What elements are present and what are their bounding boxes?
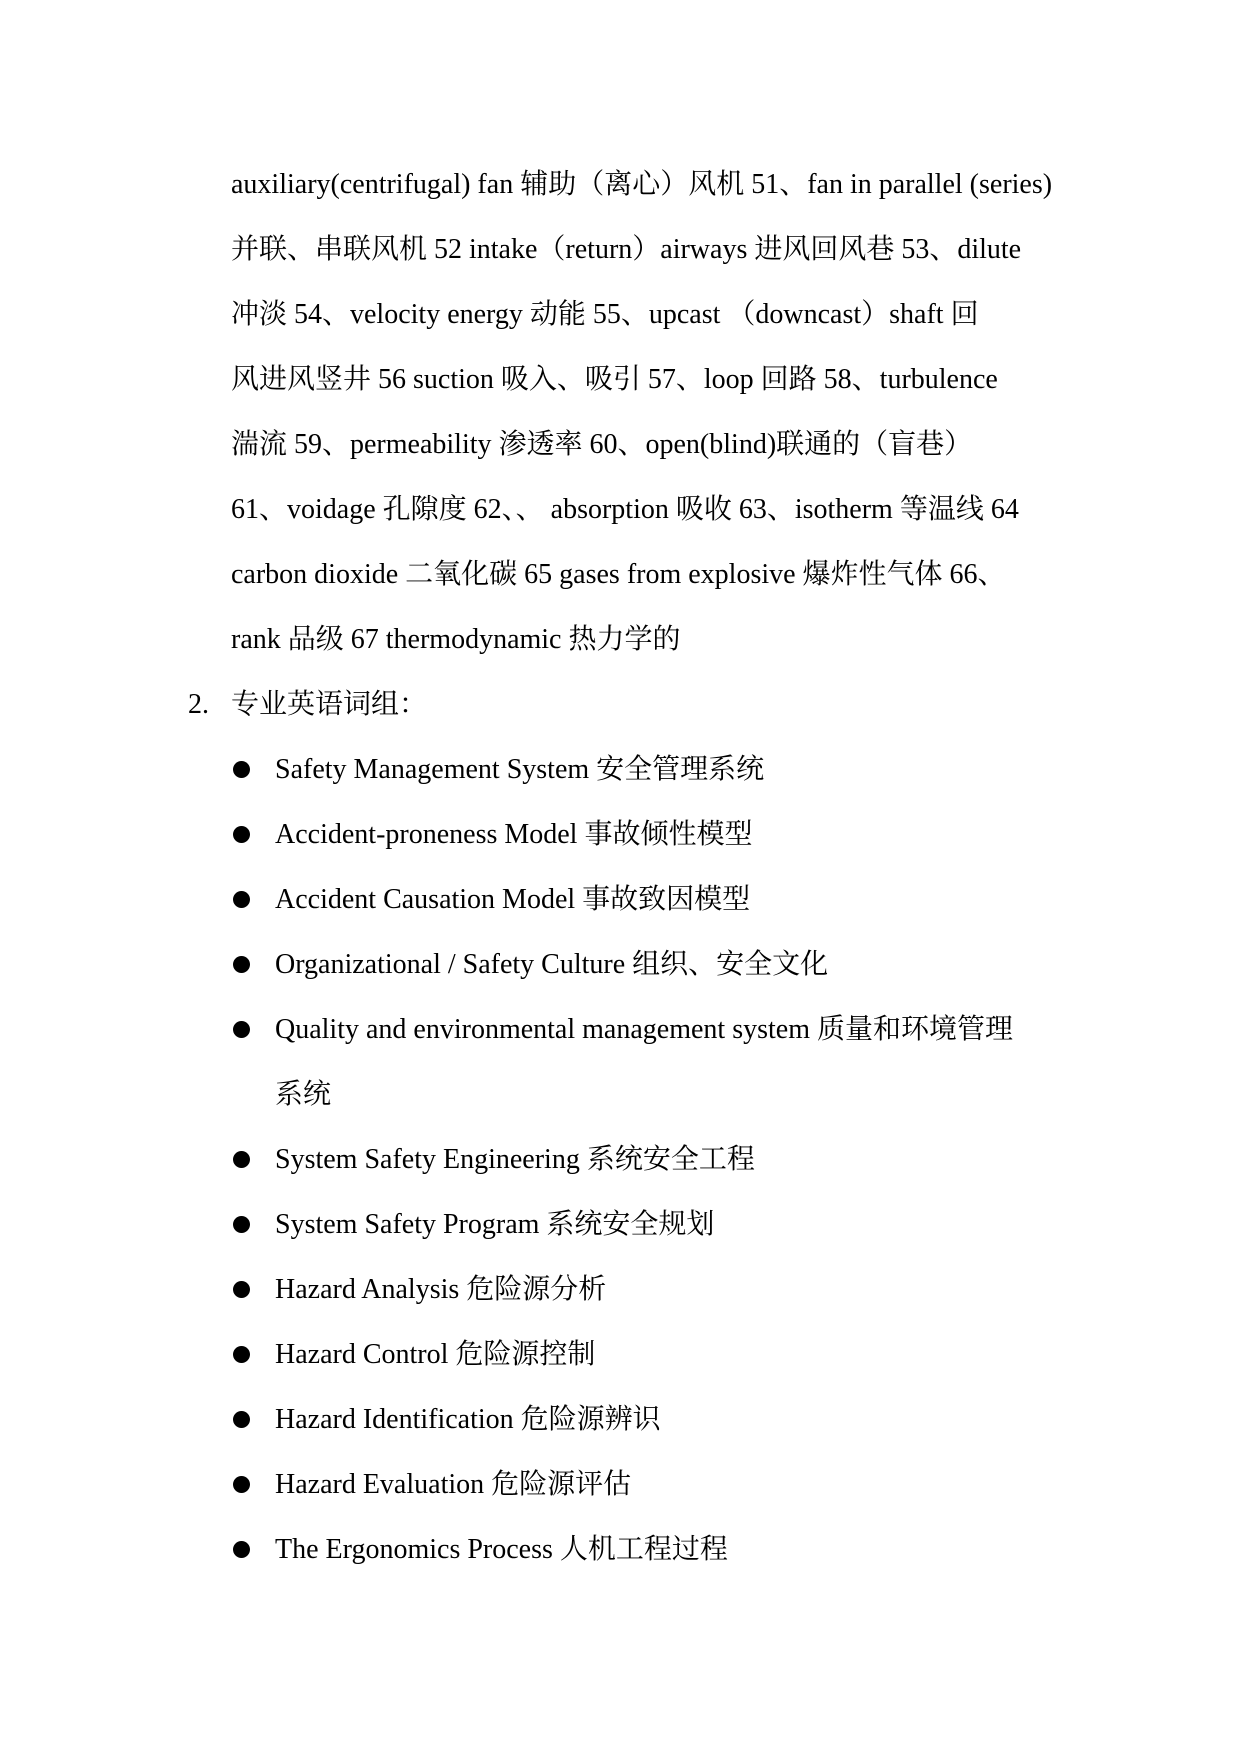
vocabulary-paragraph bbox=[231, 152, 1111, 672]
bullet-dot-icon bbox=[233, 1476, 250, 1493]
section-title: 专业英语词组： bbox=[231, 689, 428, 720]
list-item-text: Organizational / Safety Culture 组织、安全文化 bbox=[275, 949, 829, 980]
paragraph-line: 风进风竖井 56 suction 吸入、吸引 57、loop 回路 58、turbulence bbox=[231, 364, 998, 395]
bullet-dot-icon bbox=[233, 761, 250, 778]
list-item-text: Safety Management System 安全管理系统 bbox=[275, 754, 765, 785]
list-item-text: System Safety Program 系统安全规划 bbox=[275, 1209, 715, 1240]
section-number: 2. bbox=[188, 689, 209, 720]
phrase-list bbox=[231, 737, 1111, 1582]
list-item bbox=[231, 1127, 1111, 1192]
list-item-text: Hazard Analysis 危险源分析 bbox=[275, 1274, 607, 1305]
bullet-dot-icon bbox=[233, 1281, 250, 1298]
paragraph-line: 61、voidage 孔隙度 62、、 absorption 吸收 63、isotherm 等温线 64 bbox=[231, 494, 1019, 525]
paragraph-line: auxiliary(centrifugal) fan 辅助（离心）风机 51、fan in parallel (series) bbox=[231, 169, 1053, 200]
list-item-text: The Ergonomics Process 人机工程过程 bbox=[275, 1534, 728, 1565]
list-item bbox=[231, 737, 1111, 802]
list-item-text: Quality and environmental management system 质量和环境管理 bbox=[275, 1014, 1013, 1045]
paragraph-line: 冲淡 54、velocity energy 动能 55、upcast （downcast）shaft 回 bbox=[231, 299, 979, 330]
list-item-text: Hazard Identification 危险源辨识 bbox=[275, 1404, 661, 1435]
paragraph-line: 湍流 59、permeability 渗透率 60、open(blind)联通的（盲巷） bbox=[231, 429, 973, 460]
section-heading bbox=[188, 672, 427, 737]
list-item bbox=[231, 867, 1111, 932]
bullet-dot-icon bbox=[233, 891, 250, 908]
list-item bbox=[231, 1387, 1111, 1452]
bullet-dot-icon bbox=[233, 1216, 250, 1233]
list-item bbox=[231, 802, 1111, 867]
list-item bbox=[231, 1517, 1111, 1582]
paragraph-line: 并联、串联风机 52 intake（return）airways 进风回风巷 53、dilute bbox=[231, 234, 1022, 265]
list-item bbox=[231, 932, 1111, 997]
list-item bbox=[231, 1322, 1111, 1387]
bullet-dot-icon bbox=[233, 1541, 250, 1558]
list-item bbox=[231, 1257, 1111, 1322]
bullet-dot-icon bbox=[233, 1346, 250, 1363]
bullet-dot-icon bbox=[233, 1021, 250, 1038]
bullet-dot-icon bbox=[233, 1411, 250, 1428]
list-item-text-continuation: 系统 bbox=[275, 1079, 332, 1110]
list-item-text: Accident Causation Model 事故致因模型 bbox=[275, 884, 751, 915]
list-item-text: Accident-proneness Model 事故倾性模型 bbox=[275, 819, 753, 850]
paragraph-line: carbon dioxide 二氧化碳 65 gases from explosive 爆炸性气体 66、 bbox=[231, 559, 1006, 590]
list-item-text: System Safety Engineering 系统安全工程 bbox=[275, 1144, 755, 1175]
list-item bbox=[231, 997, 1111, 1127]
bullet-dot-icon bbox=[233, 826, 250, 843]
list-item-text: Hazard Control 危险源控制 bbox=[275, 1339, 596, 1370]
bullet-dot-icon bbox=[233, 1151, 250, 1168]
list-item bbox=[231, 1452, 1111, 1517]
bullet-dot-icon bbox=[233, 956, 250, 973]
list-item bbox=[231, 1192, 1111, 1257]
paragraph-line: rank 品级 67 thermodynamic 热力学的 bbox=[231, 624, 681, 655]
list-item-text: Hazard Evaluation 危险源评估 bbox=[275, 1469, 632, 1500]
